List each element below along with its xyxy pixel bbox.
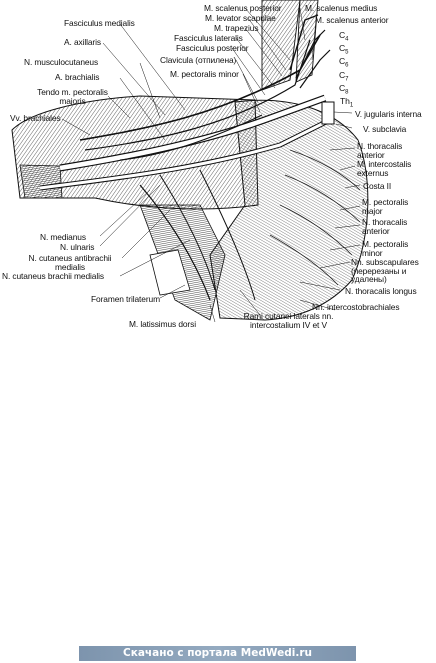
segment-th1: $Th_1$ bbox=[340, 96, 354, 109]
label-fasciculus-posterior: Fasciculus posterior bbox=[176, 43, 249, 53]
segment-c8: $C_8$ bbox=[339, 83, 349, 96]
label-m-levator-scapulae: M. levator scapulae bbox=[205, 13, 276, 23]
label-n-musculocutaneus: N. musculocutaneus bbox=[24, 57, 99, 67]
banner-text: Скачано с портала MedWedi.ru bbox=[123, 647, 312, 659]
label-m-latissimus-dorsi: M. latissimus dorsi bbox=[129, 319, 196, 329]
label-m-trapezius: M. trapezius bbox=[214, 23, 259, 33]
label-m-pectoralis-minor-right: M. pectoralis minor bbox=[362, 239, 409, 258]
label-m-scalenus-medius: M. scalenus medius bbox=[305, 3, 378, 13]
label-n-thoracalis-longus: N. thoracalis longus bbox=[345, 286, 417, 296]
segment-c6: $C_6$ bbox=[339, 56, 349, 69]
label-clavicula: Clavicula (отпилена) bbox=[160, 55, 237, 65]
label-m-pectoralis-minor-top: M. pectoralis minor bbox=[170, 69, 239, 79]
segment-c4: $C_4$ bbox=[339, 30, 349, 43]
label-n-medianus: N. medianus bbox=[40, 232, 86, 242]
download-banner[interactable] bbox=[79, 646, 356, 661]
label-costa-ii: Costa II bbox=[363, 181, 392, 191]
label-a-axillaris: A. axillaris bbox=[64, 37, 101, 47]
label-v-jugularis-interna: V. jugularis interna bbox=[355, 109, 422, 119]
label-m-intercostalis-externus: M. intercostalis externus bbox=[357, 159, 412, 178]
label-n-cutaneus-brachii: N. cutaneus brachii medialis bbox=[2, 271, 104, 281]
label-v-subclavia: V. subclavia bbox=[363, 124, 407, 134]
label-n-thoracalis-anterior-2: N. thoracalis anterior bbox=[362, 217, 408, 236]
label-fasciculus-medialis: Fasciculus medialis bbox=[64, 18, 135, 28]
label-vv-brachiales: Vv. brachiales bbox=[10, 113, 61, 123]
label-n-ulnaris: N. ulnaris bbox=[60, 242, 95, 252]
label-m-pectoralis-major: M. pectoralis major bbox=[362, 197, 409, 216]
label-m-scalenus-posterior: M. scalenus posterior bbox=[204, 3, 282, 13]
label-n-cutaneus-antebrachii: N. cutaneus antibrachii medialis bbox=[28, 253, 112, 272]
label-fasciculus-lateralis: Fasciculus lateralis bbox=[174, 33, 243, 43]
label-rami-cutanei: Rami cutanei laterals nn. intercostalium IV et V bbox=[243, 311, 334, 330]
label-nn-intercostobrachiales: Nn. intercostobrachiales bbox=[312, 302, 400, 312]
segment-c5: $C_5$ bbox=[339, 43, 349, 56]
label-m-scalenus-anterior: M. scalenus anterior bbox=[315, 15, 389, 25]
label-nn-subscapulares: Nn. subscapulares (перерезаны и удалены) bbox=[351, 257, 419, 285]
label-tendo-pectoralis: Tendo m. pectoralis majoris bbox=[37, 87, 108, 106]
segment-c7: $C_7$ bbox=[339, 70, 349, 83]
label-n-thoracalis-anterior-1: N. thoracalis anterior bbox=[357, 141, 403, 160]
label-foramen-trilaterum: Foramen trilaterum bbox=[91, 294, 160, 304]
label-a-brachialis: A. brachialis bbox=[55, 72, 100, 82]
